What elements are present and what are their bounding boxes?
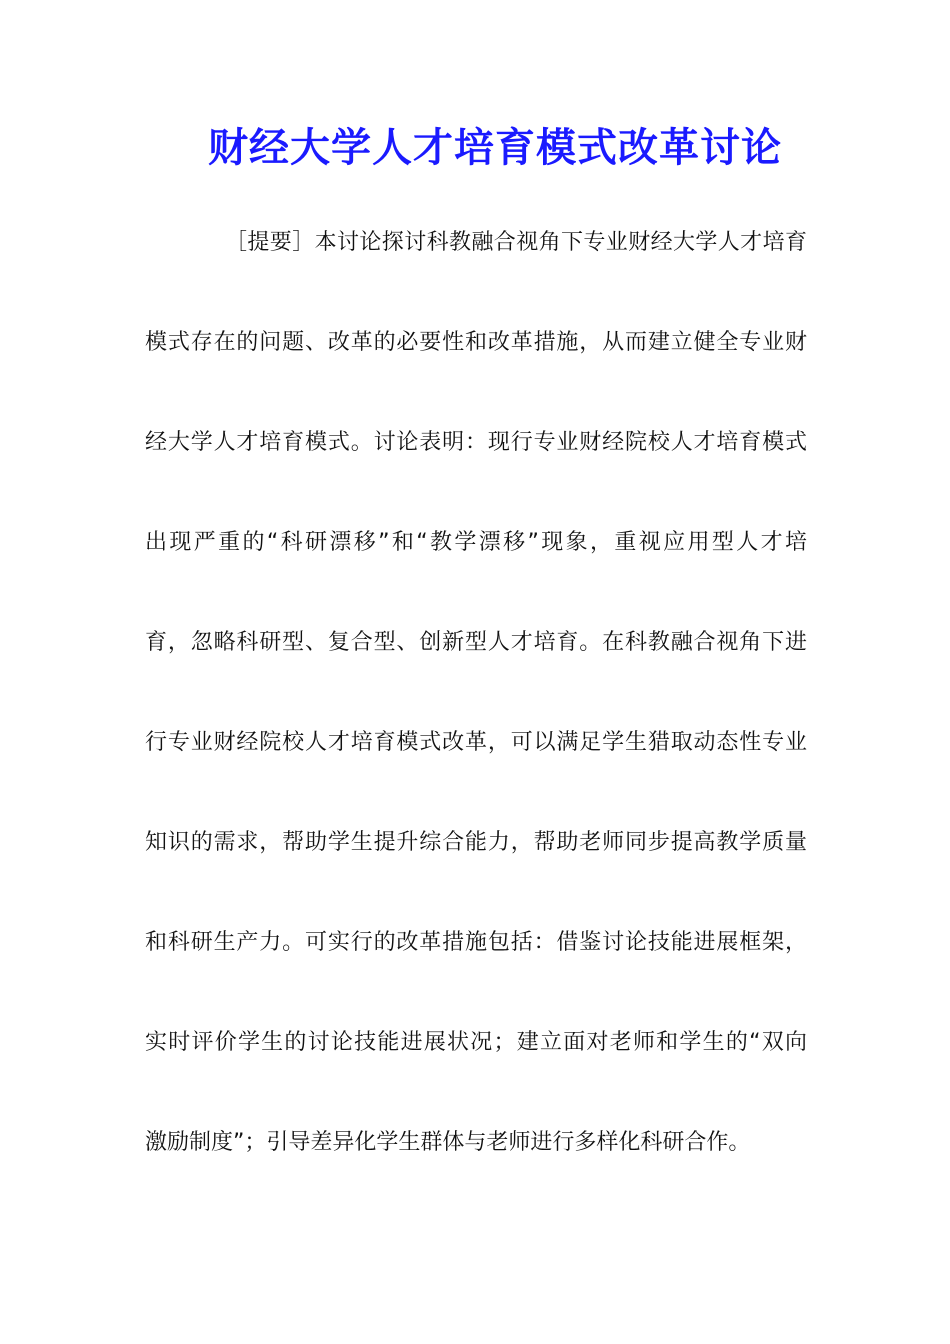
abstract-line: 和科研生产力。可实行的改革措施包括：借鉴讨论技能进展框架， bbox=[145, 930, 807, 955]
abstract-paragraph bbox=[145, 222, 807, 1222]
abstract-line: 育，忽略科研型、复合型、创新型人才培育。在科教融合视角下进 bbox=[145, 630, 807, 655]
abstract-line: ［提要］本讨论探讨科教融合视角下专业财经大学人才培育 bbox=[225, 230, 807, 255]
abstract-line: 行专业财经院校人才培育模式改革，可以满足学生猎取动态性专业 bbox=[145, 730, 807, 755]
abstract-line: 模式存在的问题、改革的必要性和改革措施，从而建立健全专业财 bbox=[145, 330, 807, 355]
document-title: 财经大学人才培育模式改革讨论 bbox=[208, 124, 782, 171]
abstract-line: 出现严重的“科研漂移”和“教学漂移”现象，重视应用型人才培 bbox=[145, 530, 807, 555]
abstract-line: 知识的需求，帮助学生提升综合能力，帮助老师同步提高教学质量 bbox=[145, 830, 807, 855]
abstract-line: 激励制度”；引导差异化学生群体与老师进行多样化科研合作。 bbox=[145, 1130, 751, 1155]
abstract-line: 实时评价学生的讨论技能进展状况；建立面对老师和学生的“双向 bbox=[145, 1030, 807, 1055]
abstract-line: 经大学人才培育模式。讨论表明：现行专业财经院校人才培育模式 bbox=[145, 430, 807, 455]
